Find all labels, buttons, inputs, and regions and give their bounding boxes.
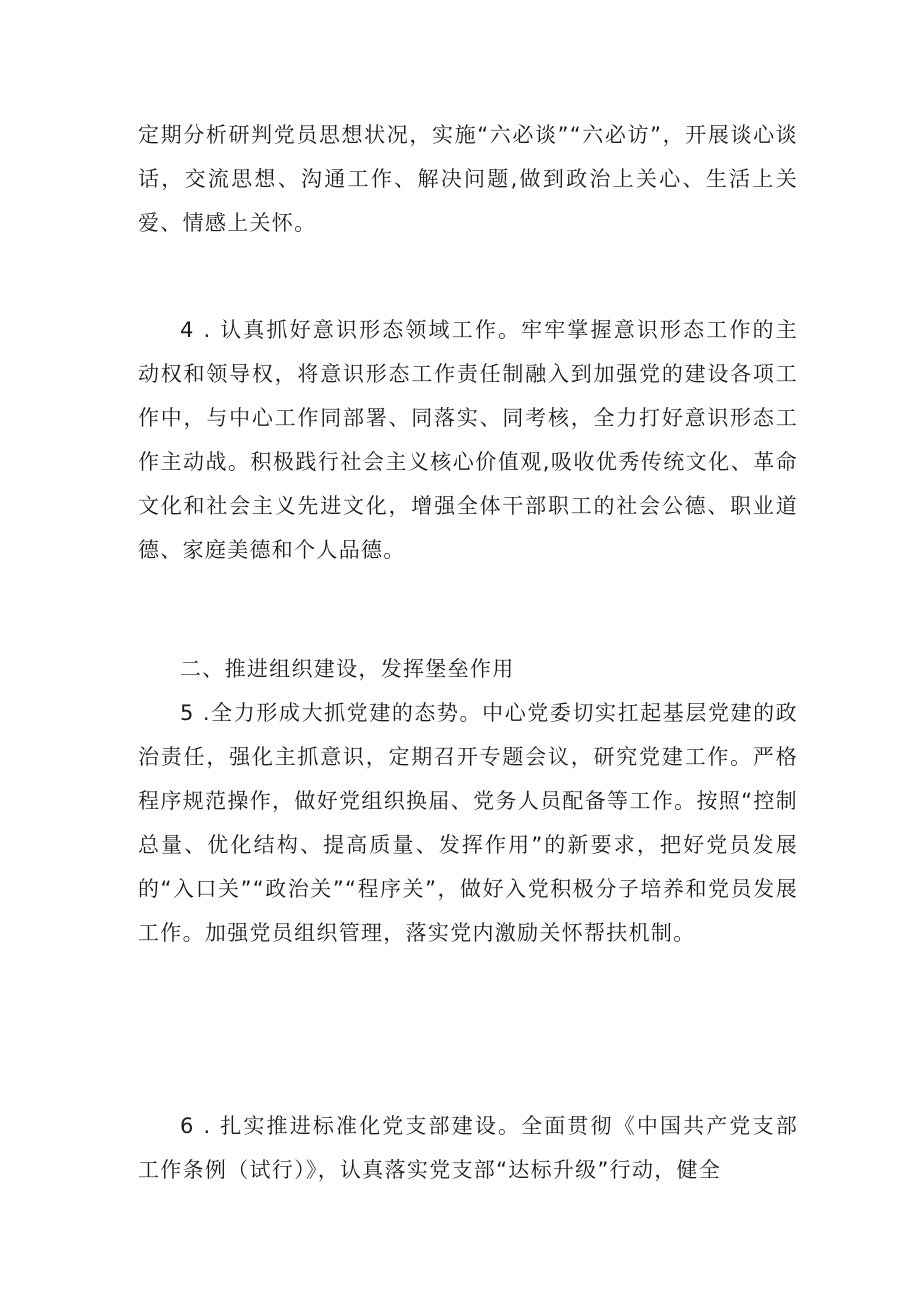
section-heading: 二、推进组织建设，发挥堡垒作用 <box>180 657 515 681</box>
paragraph-item-4: 4 . 认真抓好意识形态领域工作。牢牢掌握意识形态工作的主动权和领导权，将意识形态工作责任制融入到加强党的建设各项工作中，与中心工作同部署、同落实、同考核，全力打好意识形态工作主动战。积极践行社会主义核心价值观,吸收优秀传统文化、革命文化和社会主义先进文化，增强全体干部职工的社会公德、职业道德、家庭美德和个人品德。 <box>138 318 798 562</box>
paragraph-continuation: 定期分析研判党员思想状况，实施“六必谈”“六必访”，开展谈心谈话，交流思想、沟通工作、解决问题,做到政治上关心、生活上关爱、情感上关怀。 <box>138 123 798 235</box>
paragraph-item-6: 6 . 扎实推进标准化党支部建设。全面贯彻《中国共产党支部工作条例（试行）》，认真落实党支部“达标升级”行动，健全 <box>138 1114 798 1182</box>
paragraph-item-5: 5 .全力形成大抓党建的态势。中心党委切实扛起基层党建的政治责任，强化主抓意识，定期召开专题会议，研究党建工作。严格程序规范操作，做好党组织换届、党务人员配备等工作。按照“控制总量、优化结构、提高质量、发挥作用”的新要求，把好党员发展的“入口关”“政治关”“程序关”，做好入党积极分子培养和党员发展工作。加强党员组织管理，落实党内激励关怀帮扶机制。 <box>138 701 798 945</box>
